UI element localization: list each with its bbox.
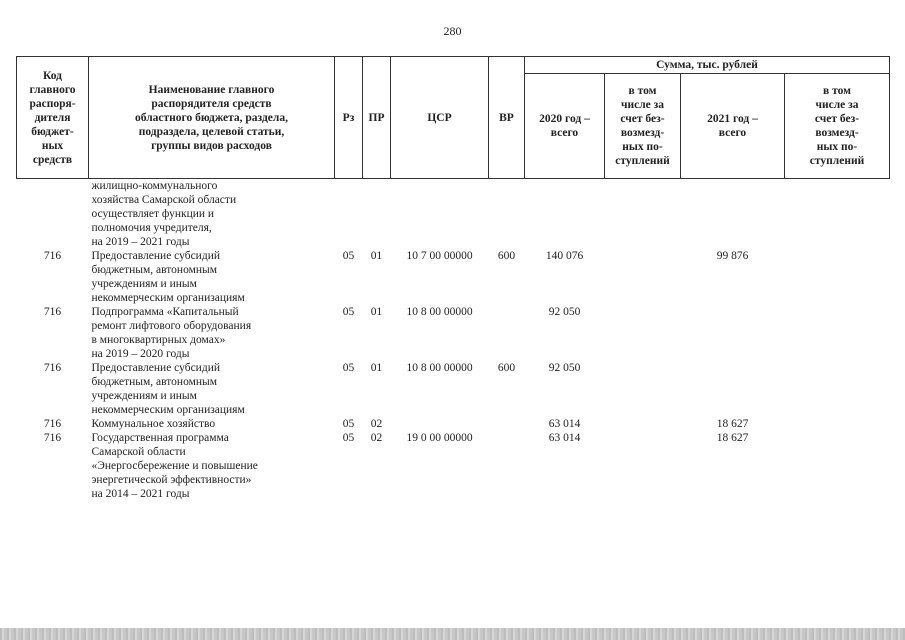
cell-vr bbox=[489, 417, 525, 431]
cell-csr bbox=[391, 417, 489, 431]
cell-pr: 01 bbox=[370, 306, 383, 318]
cell-code: 716 bbox=[43, 306, 62, 318]
cell-2021-free bbox=[785, 249, 890, 305]
cell-2021-free bbox=[785, 417, 890, 431]
cell-vr bbox=[489, 179, 525, 250]
cell-vr: 600 bbox=[497, 250, 516, 262]
cell-2020-total: 92 050 bbox=[548, 306, 581, 318]
header-pr: ПР bbox=[363, 57, 391, 179]
header-2020-free: в том числе за счет без- возмезд- ных по- ступлений bbox=[605, 74, 681, 179]
table-body bbox=[17, 179, 890, 502]
table-header bbox=[17, 57, 890, 179]
table-row bbox=[17, 179, 890, 250]
table-row bbox=[17, 361, 890, 417]
cell-vr bbox=[489, 305, 525, 361]
cell-rz: 05 bbox=[342, 432, 355, 444]
cell-rz: 05 bbox=[342, 418, 355, 430]
table-row bbox=[17, 431, 890, 501]
cell-rz: 05 bbox=[342, 362, 355, 374]
table-row bbox=[17, 305, 890, 361]
cell-2021-total bbox=[681, 361, 785, 417]
cell-csr: 10 7 00 00000 bbox=[406, 250, 473, 262]
cell-2020-free bbox=[605, 431, 681, 501]
cell-2020-total: 140 076 bbox=[545, 250, 584, 262]
cell-code: 716 bbox=[43, 418, 62, 430]
header-vr: ВР bbox=[489, 57, 525, 179]
cell-name: Предоставление субсидий бюджетным, автономным учреждениям и иным некоммерческим организациям bbox=[91, 362, 245, 416]
header-code: Код главного распоря- дителя бюджет- ных средств bbox=[17, 57, 89, 179]
cell-code: 716 bbox=[43, 362, 62, 374]
cell-2021-free bbox=[785, 361, 890, 417]
scan-edge-strip bbox=[0, 628, 905, 640]
cell-2021-total: 18 627 bbox=[716, 432, 749, 444]
cell-pr bbox=[363, 179, 391, 250]
header-2020-total: 2020 год – всего bbox=[525, 74, 605, 179]
cell-2020-free bbox=[605, 305, 681, 361]
cell-2020-free bbox=[605, 179, 681, 250]
cell-code: 716 bbox=[43, 432, 62, 444]
cell-2021-total: 99 876 bbox=[716, 250, 749, 262]
cell-code: 716 bbox=[43, 250, 62, 262]
table-row bbox=[17, 249, 890, 305]
cell-csr: 19 0 00 00000 bbox=[406, 432, 473, 444]
cell-2021-free bbox=[785, 179, 890, 250]
cell-2020-free bbox=[605, 417, 681, 431]
cell-vr bbox=[489, 431, 525, 501]
cell-name: Государственная программа Самарской области «Энергосбережение и повышение энергетической эффективности» на 2014 – 2021 годы bbox=[91, 432, 258, 500]
cell-name: Коммунальное хозяйство bbox=[91, 418, 216, 430]
cell-2020-free bbox=[605, 249, 681, 305]
header-2021-free: в том числе за счет без- возмезд- ных по- ступлений bbox=[785, 74, 890, 179]
cell-name: жилищно-коммунального хозяйства Самарской области осуществляет функции и полномочия учредителя, на 2019 – 2021 годы bbox=[91, 180, 237, 248]
cell-name: Подпрограмма «Капитальный ремонт лифтового оборудования в многоквартирных домах» на 2019 – 2020 годы bbox=[91, 306, 252, 360]
cell-vr: 600 bbox=[497, 362, 516, 374]
cell-name: Предоставление субсидий бюджетным, автономным учреждениям и иным некоммерческим организациям bbox=[91, 250, 245, 304]
cell-pr: 01 bbox=[370, 362, 383, 374]
cell-csr: 10 8 00 00000 bbox=[406, 362, 473, 374]
header-csr: ЦСР bbox=[391, 57, 489, 179]
cell-2020-total bbox=[525, 179, 605, 250]
cell-pr: 02 bbox=[370, 418, 383, 430]
header-sum: Сумма, тыс. рублей bbox=[525, 57, 890, 74]
budget-table bbox=[16, 56, 890, 501]
cell-code bbox=[17, 179, 89, 250]
cell-2021-total: 18 627 bbox=[716, 418, 749, 430]
cell-pr: 01 bbox=[370, 250, 383, 262]
cell-2020-total: 63 014 bbox=[548, 432, 581, 444]
cell-2021-total bbox=[681, 305, 785, 361]
header-2021-total: 2021 год – всего bbox=[681, 74, 785, 179]
header-name: Наименование главного распорядителя средств областного бюджета, раздела, подраздела, целевой статьи, группы видов расходов bbox=[89, 57, 335, 179]
cell-2021-free bbox=[785, 305, 890, 361]
cell-2020-free bbox=[605, 361, 681, 417]
cell-2021-free bbox=[785, 431, 890, 501]
cell-csr bbox=[391, 179, 489, 250]
cell-2020-total: 63 014 bbox=[548, 418, 581, 430]
cell-rz bbox=[335, 179, 363, 250]
cell-2020-total: 92 050 bbox=[548, 362, 581, 374]
cell-rz: 05 bbox=[342, 250, 355, 262]
cell-rz: 05 bbox=[342, 306, 355, 318]
cell-pr: 02 bbox=[370, 432, 383, 444]
header-rz: Рз bbox=[335, 57, 363, 179]
page-number: 280 bbox=[443, 24, 462, 38]
table-row bbox=[17, 417, 890, 431]
cell-csr: 10 8 00 00000 bbox=[406, 306, 473, 318]
cell-2021-total bbox=[681, 179, 785, 250]
